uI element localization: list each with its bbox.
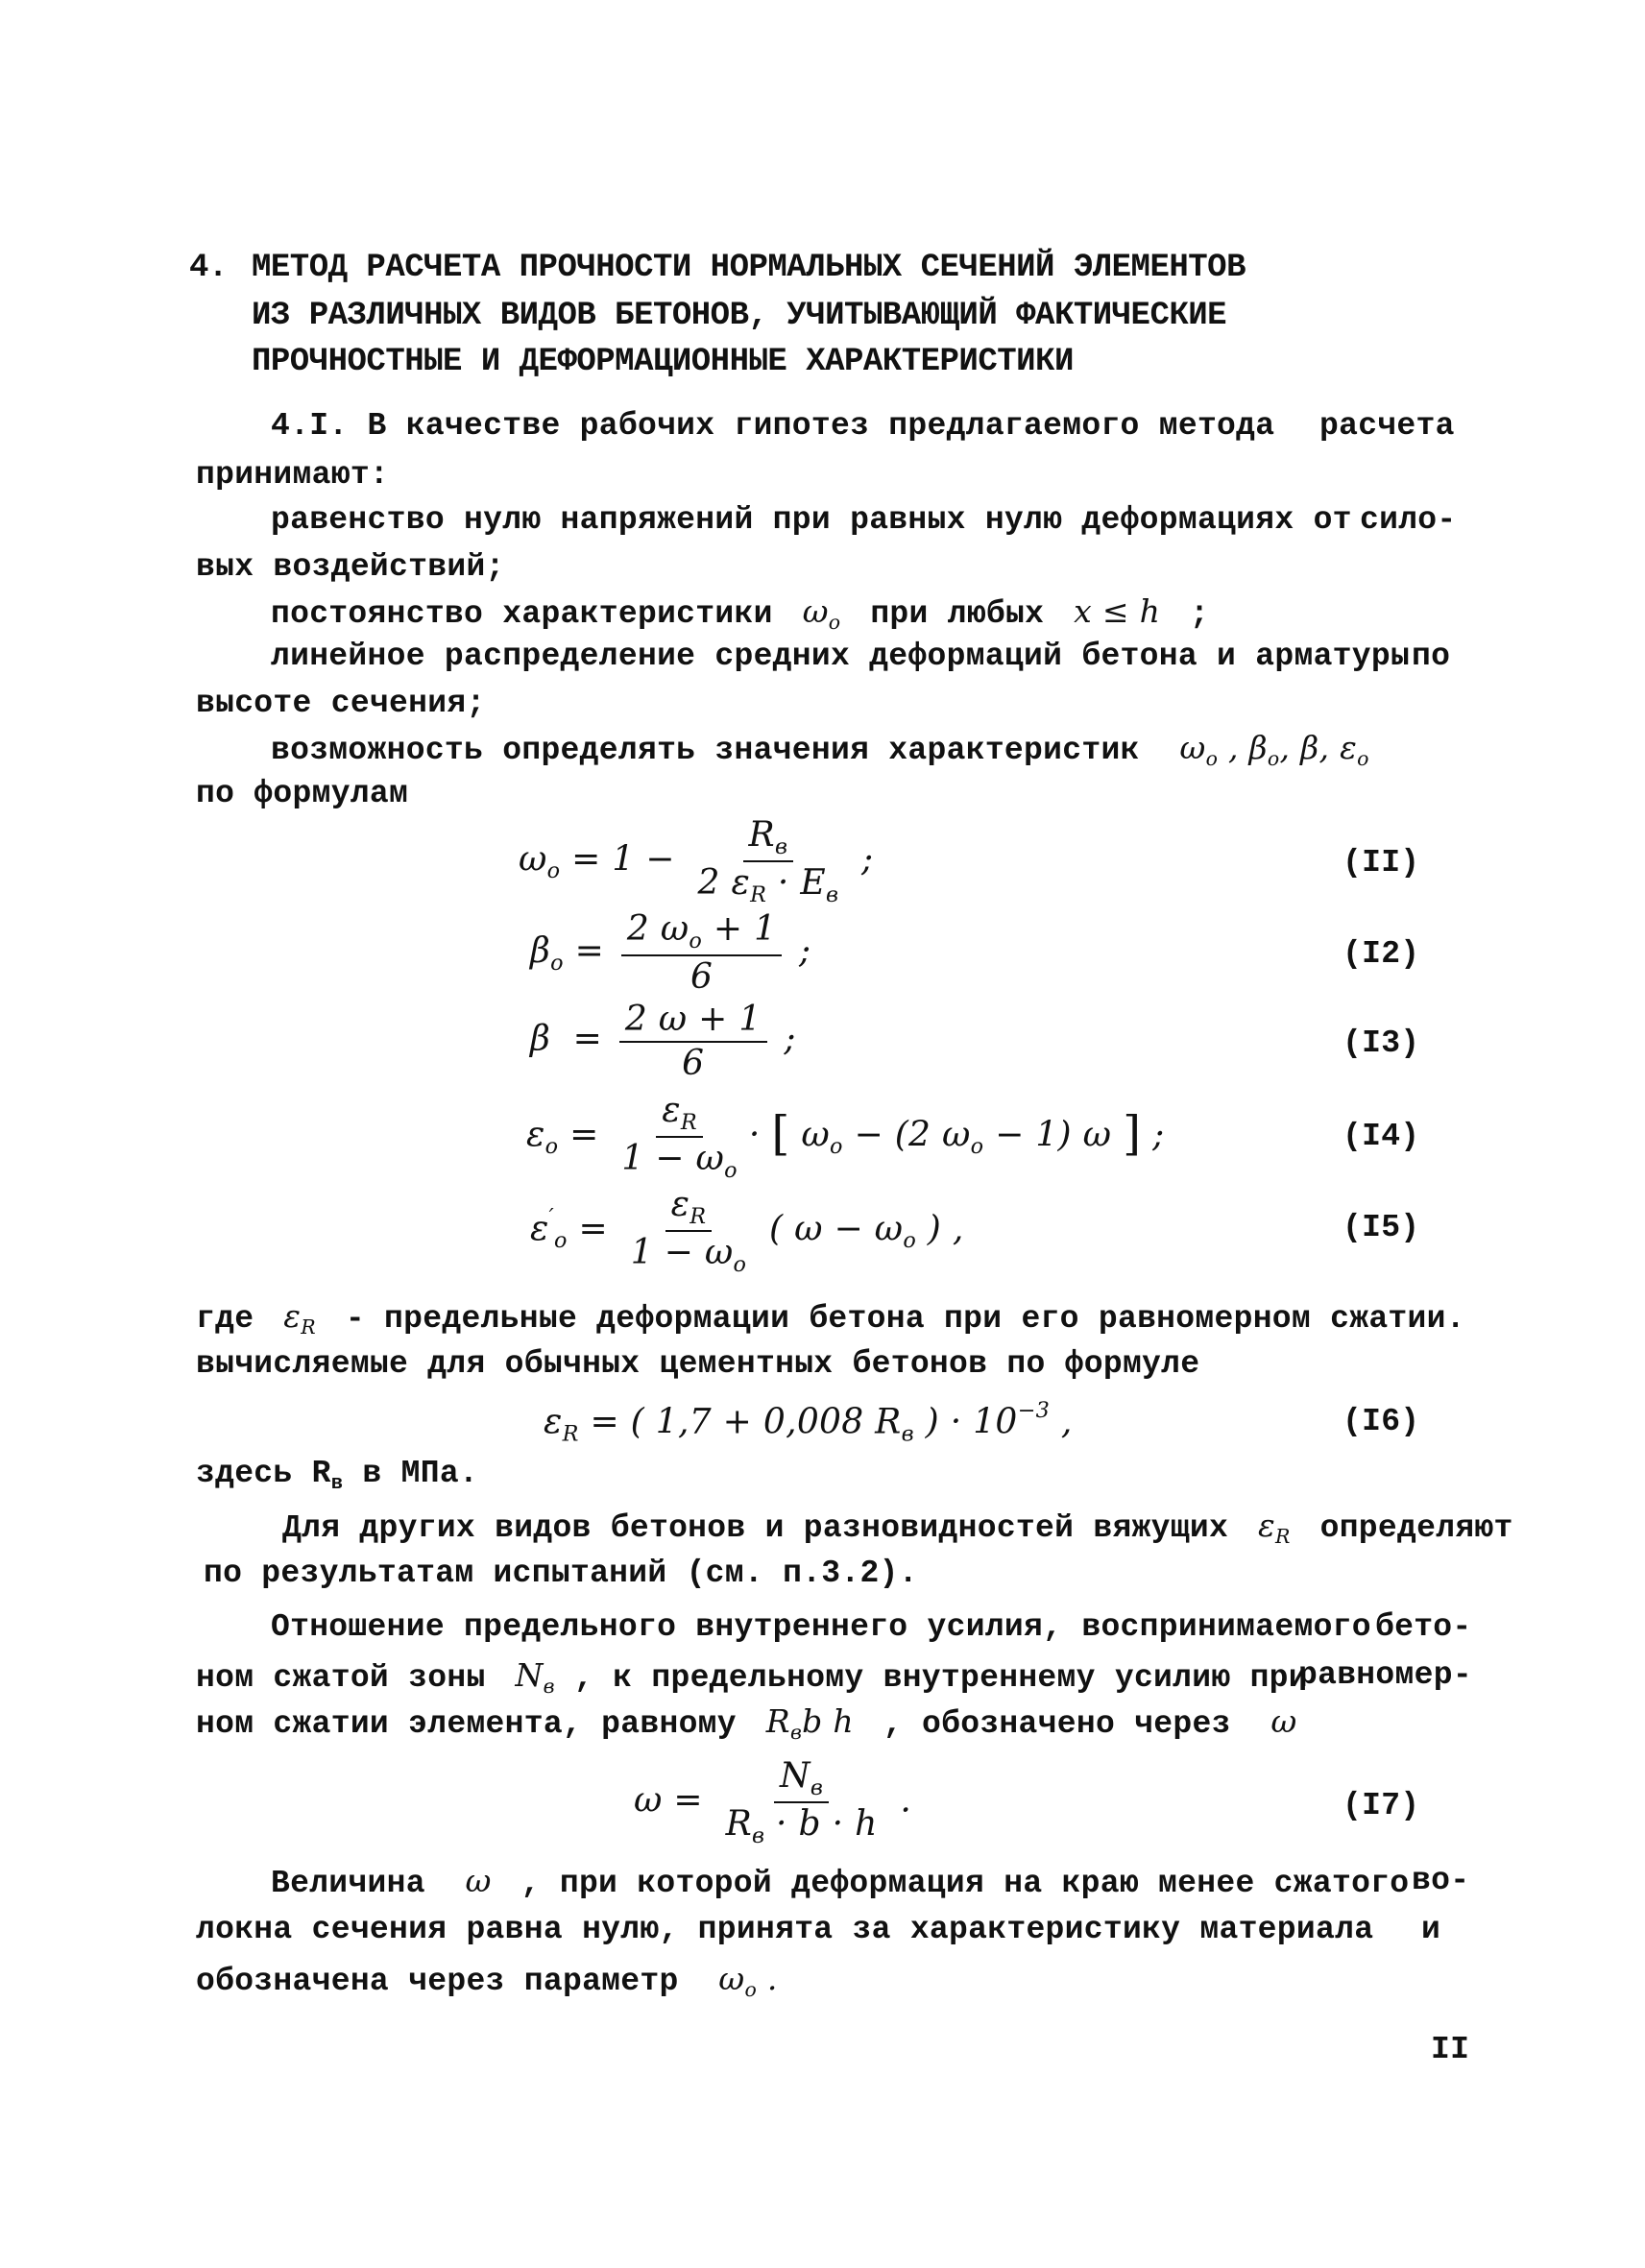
ratio-line1-end: бето- — [1375, 1609, 1472, 1645]
page-number: II — [1431, 2032, 1470, 2067]
section-number: 4. — [189, 250, 228, 286]
equation-14-number: (I4) — [1343, 1119, 1420, 1154]
hypothesis-4-cont: по формулам — [196, 776, 409, 811]
magnitude-line1-end: во- — [1412, 1863, 1470, 1898]
equation-11: $\omega_o = 1$ − $\frac{R_в}{2 \varepsilon_R \cdot E_в}$ ; — [519, 815, 874, 908]
ratio-line2-end: равномер- — [1298, 1657, 1472, 1693]
hypothesis-4 — [271, 729, 1369, 771]
equation-12: $\beta_o$ = $\frac{2 \omega_o + 1}{6}$ ; — [530, 909, 811, 998]
here-a: здесь R — [196, 1456, 331, 1491]
hypothesis-1-cont: вых воздействий; — [196, 549, 505, 585]
p41-line1: 4.I. В качестве рабочих гипотез предлагаемого метода — [271, 408, 1275, 444]
hypothesis-1-end: сило- — [1360, 502, 1457, 538]
equation-11-number: (II) — [1343, 845, 1420, 881]
ratio-line1: Отношение предельного внутреннего усилия, воспринимаемого — [271, 1609, 1371, 1645]
equation-16: $\varepsilon_R$ = ( 1,7 + 0,008 $R_в$ ) · $10^{-3}$ , — [544, 1398, 1073, 1447]
n-b-symbol: $N_в$ — [504, 1656, 555, 1699]
here-line — [196, 1458, 478, 1495]
mag-a: Величина — [271, 1866, 425, 1901]
ratio-d: , к предельному внутреннему усилию при — [573, 1660, 1308, 1696]
hypothesis-2-c: ; — [1190, 596, 1210, 632]
magnitude-line1 — [271, 1862, 1410, 1901]
omega-symbol: ω — [1249, 1702, 1297, 1740]
hypothesis-3-cont: высоте сечения; — [196, 686, 486, 721]
ratio-line2 — [196, 1656, 1308, 1699]
ratio-f: ном сжатии элемента, равному — [196, 1706, 737, 1742]
magnitude-line2-end: и — [1421, 1912, 1441, 1947]
equation-14: $\varepsilon_o$ = $\frac{\varepsilon_R}{1 - \omega_o}$ · [ $\omega_o - (2$ $\omega_o - 1$) ω ] ; — [526, 1091, 1165, 1184]
p41-line1-end: расчета — [1319, 408, 1455, 444]
equation-17: ω = $\frac{N_в}{R_в \cdot b \cdot h}$ . — [634, 1756, 912, 1849]
rbbh-symbol: $R_вb$ h — [756, 1702, 864, 1745]
hypothesis-4-a: возможность определять значения характеристик — [271, 733, 1140, 768]
mag-b: , при которой деформация на краю менее сжатого — [520, 1866, 1410, 1901]
hypothesis-2-a: постоянство характеристики — [271, 596, 773, 632]
hypothesis-2-b: при любых — [870, 596, 1045, 632]
equation-12-number: (I2) — [1343, 936, 1420, 972]
x-le-h-symbol: x ≤ h — [1063, 592, 1171, 630]
ratio-c: ном сжатой зоны — [196, 1660, 486, 1696]
omega-symbol-2: ω — [444, 1862, 502, 1899]
hypothesis-1: равенство нулю напряжений при равных нулю деформациях от — [271, 502, 1352, 538]
equation-15-number: (I5) — [1343, 1210, 1420, 1245]
where-b: - предельные деформации бетона при его равномерном сжатии. — [345, 1301, 1465, 1337]
here-sub: в — [330, 1473, 344, 1496]
hypothesis-3-end: по — [1412, 639, 1451, 674]
omega0-symbol: $\omega_o$ — [791, 592, 841, 635]
epsilon-r-symbol-2: $\varepsilon_R$ — [1247, 1507, 1291, 1549]
ratio-g: , обозначено через — [883, 1706, 1231, 1742]
ratio-line3 — [196, 1702, 1297, 1745]
other-line — [282, 1509, 1513, 1547]
here-c: в МПа. — [362, 1456, 479, 1491]
equation-16-number: (I6) — [1343, 1404, 1420, 1439]
section-title-line-3: ПРОЧНОСТНЫЕ И ДЕФОРМАЦИОННЫЕ ХАРАКТЕРИСТИКИ — [252, 344, 1074, 380]
hypothesis-2 — [271, 592, 1210, 635]
other-a: Для других видов бетонов и разновидностей вяжущих — [282, 1510, 1229, 1546]
magnitude-line2: локна сечения равна нулю, принята за характеристику материала — [196, 1912, 1374, 1947]
equation-13: β = $\frac{2 \omega + 1}{6}$ ; — [530, 1000, 796, 1083]
other-b: определяют — [1319, 1510, 1513, 1546]
magnitude-line3 — [196, 1960, 778, 2002]
section-title-line-1: МЕТОД РАСЧЕТА ПРОЧНОСТИ НОРМАЛЬНЫХ СЕЧЕНИЙ ЭЛЕМЕНТОВ — [252, 250, 1246, 286]
epsilon-r-symbol: $\varepsilon_R$ — [273, 1297, 316, 1339]
omega0-symbol-2: $\omega_o$ . — [697, 1960, 778, 2002]
where-line — [196, 1297, 1465, 1339]
p41-line2: принимают: — [196, 457, 390, 493]
where-cont: вычисляемые для обычных цементных бетонов по формуле — [196, 1346, 1200, 1382]
equation-15: $\varepsilon'_o$ = $\frac{\varepsilon_R}{1 - \omega_o}$ ( $\omega - \omega_o$ ) , — [530, 1185, 964, 1278]
characteristics-symbols: $\omega_o$ , $\beta_o$, β, $\varepsilon_o$ — [1158, 729, 1369, 771]
equation-17-number: (I7) — [1343, 1788, 1420, 1823]
section-title-line-2: ИЗ РАЗЛИЧНЫХ ВИДОВ БЕТОНОВ, УЧИТЫВАЮЩИЙ ФАКТИЧЕСКИЕ — [252, 298, 1227, 334]
other-cont: по результатам испытаний (см. п.3.2). — [204, 1556, 918, 1591]
where-a: где — [196, 1301, 254, 1337]
mag-f: обозначена через параметр — [196, 1964, 679, 1999]
equation-13-number: (I3) — [1343, 1025, 1420, 1061]
hypothesis-3: линейное распределение средних деформаций бетона и арматуры — [271, 639, 1411, 674]
